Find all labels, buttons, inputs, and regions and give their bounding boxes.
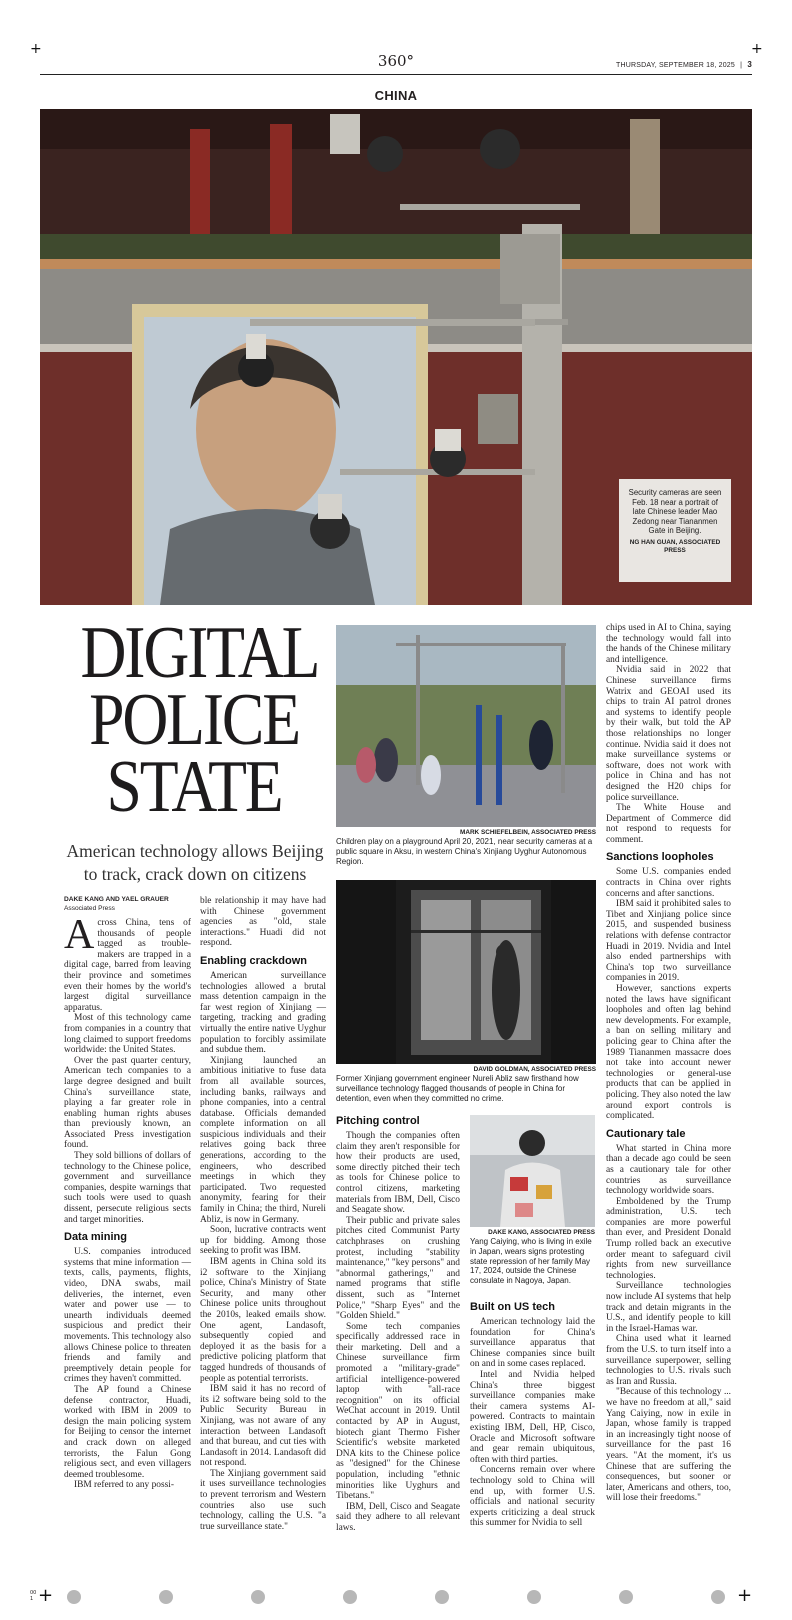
paragraph: What started in China more than a decade ago could be seen as a cautionary tale for other countries as surveillance technology worldwide soars. [606,1143,731,1197]
protest-photo [470,1115,595,1227]
headline [80,612,319,828]
paragraph: Intel and Nvidia helped China's three biggest surveillance companies make their camera systems AI-powered. Contracts to maintain existing IBM, Dell, HP, Cisco, Oracle and Microsoft software and gear remain ubiquitous, often with third parties. [470,1369,595,1465]
paragraph: Nvidia said in 2022 that Chinese surveillance firms Watrix and GEOAI used its chips to train AI patrol drones and systems to identify people by their walk, but told the AP those relationships no longer continue. Nvidia said it does not make surveillance systems or software, does not work with police in China and has not designed the H20 chips for police surveillance. [606,665,731,803]
paragraph: The Xinjiang government said it uses surveillance technologies to prevent terrorism and Western countries also use such technology, calling the U.S. "a true surveillance state." [200,1468,326,1532]
paragraph: IBM agents in China sold its i2 software to the Xinjiang police, China's Ministry of State Security, and many other Chinese police units throughout the 2010s, leaked emails show. One agent, Landasoft, subsequently copied and deployed it as the basis for a predictive policing platform that tagged hundreds of thousands of people as potential terrorists. [200,1257,326,1384]
folio-date: THURSDAY, SEPTEMBER 18, 2025 [616,62,735,69]
page-number: 3 [747,60,752,69]
headline-line-1: DIGITAL [80,612,319,694]
paragraph: chips used in AI to China, saying the technology would fall into the hands of the Chinese military and intelligence. [606,623,731,665]
registration-dot [527,1590,541,1604]
paragraph: "Because of this technology ... we have no freedom at all," said Yang Caiying, now in exile in Japan, whose family is trapped in an increasingly tight noose of surveillance for the past 16 years. "At the moment, it's us Chinese that are suffering the consequences, but sooner or later, Americans and others, too, will lose their freedoms." [606,1387,731,1504]
paragraph: However, sanctions experts noted the laws have significant loopholes and often lag behind new developments. For example, a ban on selling military and policing gear to China after the 1989 Tiananmen massacre does not take into account newer technologies or general-use products that can be applied in policing. They also noted the law around export controls is complicated. [606,984,731,1122]
article-column-3 [336,1112,460,1534]
registration-mark: + [751,41,763,57]
protest-credit: DAKE KANG, ASSOCIATED PRESS [488,1229,595,1236]
paragraph: ble relationship it may have had with Chinese government agencies as "old, stale interactions." Huadi did not respond. [200,896,326,949]
window-caption-block [336,1066,596,1103]
paragraph: Their public and private sales pitches cited Communist Party catchphrases on crushing protest, including "stability maintenance," "key persons" and "abnormal gatherings," and named programs that stifle dissent, such as "Internet Police," "Sharp Eyes" and the "Golden Shield." [336,1215,460,1322]
registration-dot [711,1590,725,1604]
registration-mark: + [737,1585,753,1606]
paragraph: Most of this technology came from companies in a country that long claimed to support freedoms worldwide: the United States. [64,1013,191,1056]
window-caption: Former Xinjiang government engineer Nureli Abliz saw firsthand how surveillance technology flagged thousands of people in China for detention, even when they committed no crime. [336,1074,579,1103]
paragraph: Xinjiang launched an ambitious initiative to fuse data from all available sources, including banks, railways and phone companies, into a central database. Officials demanded complete information on all suspicious individuals and their relatives going back three generations, according to the engineers, who described meetings in which they participated. Two requested anonymity, fearing for their family in China; the third, Nureli Abliz, is now in Germany. [200,1055,326,1225]
headline-line-2: POLICE [89,679,299,761]
footer-mark: 00 1 [30,1590,37,1602]
hero-credit: NG HAN GUAN, ASSOCIATED PRESS [629,538,721,554]
article-column-5 [606,623,731,1504]
section-label: CHINA [374,88,418,103]
registration-dot [435,1590,449,1604]
registration-dot [251,1590,265,1604]
paragraph: Some tech companies specifically addressed race in their marketing. Dell and a Chinese surveillance firm promoted a "military-grade" artificial intelligence-powered laptop with "all-race recognition" on its official WeChat account in 2019. Until contacted by AP in August, biotech giant Thermo Fisher Scientific's website marketed DNA kits to the Chinese police as "designed" for the Chinese population, including "ethnic minorities like Uyghurs and Tibetans." [336,1321,460,1502]
playground-credit: MARK SCHIEFELBEIN, ASSOCIATED PRESS [460,829,596,836]
paragraph: American technology laid the foundation for China's surveillance apparatus that Chinese companies since built on and in some cases replaced. [470,1317,595,1370]
subhead-data-mining: Data mining [64,1231,127,1244]
paragraph: U.S. companies introduced systems that mine information — texts, calls, payments, flights, video, DNA swabs, mail deliveries, the internet, even water and power use — to unearth individuals deemed suspicious and predict their movements. This technology also allows Chinese police to threaten friends and family and preemptively detain people for crimes they haven't committed. [64,1247,191,1385]
registration-dot [67,1590,81,1604]
hero-caption: Security cameras are seen Feb. 18 near a portrait of late Chinese leader Mao Zedong near Tiananmen Gate in Beijing. [628,488,722,536]
playground-caption: Children play on a playground April 20, 2021, near security cameras at a public square in Aksu, in western China's Xinjiang Uyghur Autonomous Region. [336,837,593,866]
folio-separator: | [740,62,743,69]
paper-logo: 360° [377,52,415,70]
headline-line-3: STATE [106,746,282,828]
registration-dot [619,1590,633,1604]
article-column-4 [470,1295,595,1529]
paragraph: Over the past quarter century, American tech companies to a large degree designed and built China's surveillance state, playing a far greater role in enabling human rights abuses than previously known, an Associated Press investigation found. [64,1055,191,1151]
paragraph: IBM said it has no record of its i2 software being sold to the Public Security Bureau in Xinjiang, was not aware of any interaction between Landasoft and that bureau, and cut ties with Landasoft in 2014. Landasoft did not respond. [200,1384,326,1469]
window-photo [336,880,596,1064]
subhead-built-on-us-tech: Built on US tech [470,1301,555,1313]
playground-photo [336,625,596,827]
byline-authors: DAKE KANG AND YAEL GRAUER [64,896,169,903]
paragraph: Though the companies often claim they aren't responsible for how their products are used, some directly pitched their tech as tools for Chinese police to control citizens, marketing materials from IBM, Dell, Cisco and Seagate show. [336,1131,460,1216]
window-credit: DAVID GOLDMAN, ASSOCIATED PRESS [473,1066,596,1073]
subhead-pitching-control: Pitching control [336,1115,420,1127]
paragraph: The AP found a Chinese defense contractor, Huadi, worked with IBM in 2009 to design the main policing system for Beijing to censor the internet and crack down on alleged terrorists, the Falun Gong religious sect, and even villagers deemed troublesome. [64,1384,191,1480]
protest-caption: Yang Caiying, who is living in exile in Japan, wears signs protesting state repression of her family May 17, 2024, outside the Chinese consulate in Nagoya, Japan. [470,1237,592,1286]
deck-subhead: American technology allows Beijing to track, crack down on citizens [66,841,324,884]
protest-caption-block [470,1229,595,1286]
paragraph: Some U.S. companies ended contracts in China over rights concerns and after sanctions. [606,867,731,899]
article-column-2 [200,896,326,1532]
playground-caption-block [336,829,596,866]
article-column-1 [64,896,191,1491]
folio-date-page [616,60,752,69]
registration-dot [159,1590,173,1604]
paragraph: China used what it learned from the U.S. to turn itself into a surveillance superpower, selling technologies to U.S. rivals such as Iran and Russia. [606,1334,731,1387]
registration-mark: + [38,1585,54,1606]
paragraph: IBM, Dell, Cisco and Seagate said they adhere to all relevant laws. [336,1501,460,1533]
registration-mark: + [30,41,42,57]
subhead-enabling-crackdown: Enabling crackdown [200,954,307,967]
lede-paragraph [64,912,191,1013]
byline [64,896,191,913]
paragraph: IBM referred to any possi- [74,1480,174,1491]
paragraph: Soon, lucrative contracts went up for bidding. Among those seeking to profit was IBM. [200,1225,326,1257]
footer-registration [0,1585,792,1620]
registration-dot [343,1590,357,1604]
paragraph: The White House and Department of Commerce did not respond to requests for comment. [606,803,731,845]
paragraph: IBM said it prohibited sales to Tibet and Xinjiang police since 2015, and suspended business relations with defense contractor Huadi in 2019. Nvidia and Intel also ended partnerships with China's top two surveillance companies in 2019. [606,899,731,984]
subhead-sanctions-loopholes: Sanctions loopholes [606,851,714,864]
drop-cap: A [64,912,95,958]
paragraph: American surveillance technologies allowed a brutal mass detention campaign in the far west region of Xinjiang — targeting, tracking and grading virtually the entire native Uyghur population to forcibly assimilate and subdue them. [200,970,326,1056]
hero-caption-box [619,479,731,582]
paragraph: Concerns remain over where technology sold to China will end up, with former U.S. officials and national security experts criticizing a deal struck this summer for Nvidia to sell [470,1465,595,1529]
paragraph: Surveillance technologies now include AI systems that help track and detain migrants in the U.S., and identify people to kill in the Israel-Hamas war. [606,1281,731,1334]
lede-text: cross China, tens of thousands of people tagged as trouble-makers are trapped in a digital cage, barred from leaving their province and sometimes even their homes by the world's largest digital surveillance apparatus. [64,918,191,1013]
paragraph: Emboldened by the Trump administration, U.S. tech companies are more powerful than ever, and President Donald Trump rolled back an executive order meant to safeguard civil rights from new surveillance technologies. [606,1196,731,1281]
paragraph: They sold billions of dollars of technology to the Chinese police, government and surveillance companies, despite warnings that such tools were used to quash dissent, persecute religious sects and target minorities. [64,1151,191,1225]
subhead-cautionary-tale: Cautionary tale [606,1127,686,1140]
byline-org: Associated Press [64,904,115,912]
folio-bar [40,52,752,75]
